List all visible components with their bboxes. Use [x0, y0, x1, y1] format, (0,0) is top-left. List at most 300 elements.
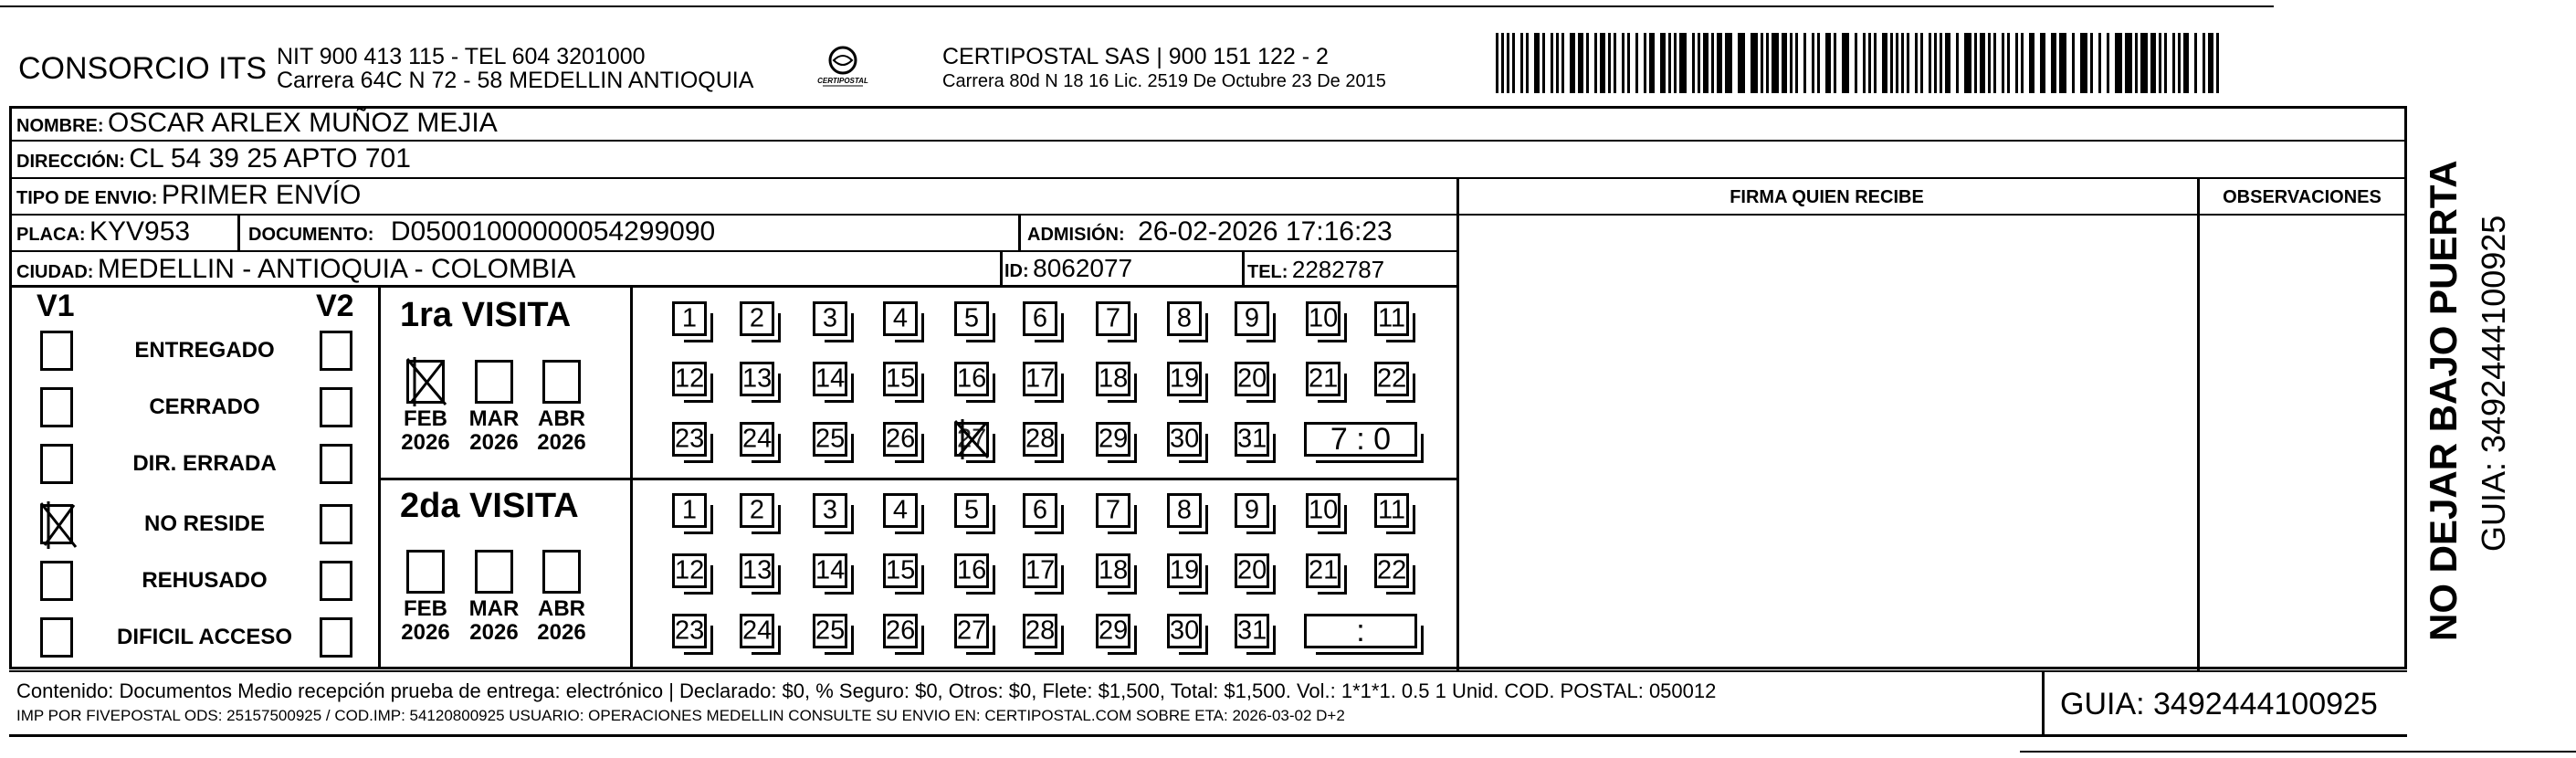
- day-number: 1: [681, 495, 698, 525]
- day-box[interactable]: [1167, 614, 1202, 648]
- company-name: CONSORCIO ITS: [18, 51, 268, 86]
- day-box[interactable]: [813, 422, 847, 457]
- status-label: DIR. ERRADA: [132, 451, 277, 476]
- day-box[interactable]: [1023, 422, 1057, 457]
- barcode-bar: [1974, 33, 1977, 93]
- day-number: 13: [742, 555, 773, 585]
- month-label: [398, 407, 453, 455]
- day-box[interactable]: [1167, 422, 1202, 457]
- day-box[interactable]: [1235, 422, 1269, 457]
- day-box[interactable]: [1235, 553, 1269, 588]
- side-guia: GUIA: 3492444100925: [2475, 215, 2512, 552]
- day-box[interactable]: [1306, 493, 1341, 528]
- barcode-bar: [1649, 33, 1655, 93]
- day-number: 3: [822, 495, 838, 525]
- day-box[interactable]: [672, 493, 707, 528]
- barcode-bar: [2125, 33, 2132, 93]
- tel-value: 2282787: [1291, 256, 1385, 283]
- barcode-bar: [1738, 33, 1745, 93]
- v1-checkbox[interactable]: [40, 617, 73, 658]
- v1-checkbox[interactable]: [40, 331, 73, 371]
- barcode-bar: [1868, 33, 1871, 93]
- day-box[interactable]: [672, 362, 707, 396]
- barcode-bar: [1882, 33, 1887, 93]
- ciudad-label: CIUDAD:: [16, 262, 94, 282]
- barcode-bar: [1842, 33, 1849, 93]
- tipo-value: PRIMER ENVÍO: [161, 180, 362, 210]
- status-label: ENTREGADO: [134, 338, 275, 363]
- day-number: 15: [886, 555, 916, 585]
- day-number: 23: [675, 424, 705, 454]
- postal-name: CERTIPOSTAL SAS | 900 151 122 - 2: [942, 44, 1329, 69]
- v2-label: V2: [316, 289, 354, 323]
- day-number: 2: [749, 303, 765, 333]
- tel-label: TEL:: [1247, 262, 1288, 282]
- barcode-bar: [1934, 33, 1937, 93]
- day-box[interactable]: [1167, 493, 1202, 528]
- day-number: 27: [957, 616, 987, 646]
- firma-label: FIRMA QUIEN RECIBE: [1730, 187, 1924, 207]
- day-box[interactable]: [740, 493, 774, 528]
- barcode-bar: [2194, 33, 2197, 93]
- barcode-bar: [1627, 33, 1630, 93]
- day-number: 9: [1244, 495, 1260, 525]
- barcode-bar: [2107, 33, 2109, 93]
- day-number: 28: [1025, 424, 1056, 454]
- day-box[interactable]: [740, 301, 774, 336]
- ciudad-value: MEDELLIN - ANTIOQUIA - COLOMBIA: [97, 254, 576, 284]
- month-checkbox[interactable]: [542, 550, 581, 594]
- v2-checkbox[interactable]: [320, 561, 352, 601]
- day-number: 6: [1032, 495, 1048, 525]
- barcode: [1496, 33, 2226, 93]
- barcode-bar: [1526, 33, 1529, 93]
- day-box[interactable]: [1235, 493, 1269, 528]
- check-x-icon: [405, 357, 449, 406]
- barcode-bar: [1556, 33, 1559, 93]
- day-box[interactable]: [883, 301, 918, 336]
- tipo-label: TIPO DE ENVIO:: [16, 188, 158, 208]
- month-name: MAR: [468, 406, 520, 431]
- admision-label: ADMISIÓN:: [1027, 225, 1125, 245]
- status-label: REHUSADO: [142, 568, 268, 593]
- row-line-5: [9, 285, 1456, 288]
- day-box[interactable]: [1374, 362, 1409, 396]
- day-box[interactable]: [740, 614, 774, 648]
- barcode-bar: [2159, 33, 2161, 93]
- day-box[interactable]: [813, 301, 847, 336]
- day-number: 24: [742, 424, 773, 454]
- barcode-bar: [1988, 33, 1991, 93]
- bottom-edge-line: [2020, 751, 2576, 753]
- month-year: 2026: [401, 620, 450, 645]
- day-number: 29: [1099, 424, 1129, 454]
- barcode-bar: [2098, 33, 2101, 93]
- barcode-bar: [1901, 33, 1904, 93]
- barcode-bar: [1542, 33, 1545, 93]
- certipostal-logo: [815, 44, 870, 95]
- day-box[interactable]: [1096, 301, 1130, 336]
- day-box[interactable]: [1096, 553, 1130, 588]
- observaciones-left-line: [2197, 177, 2200, 670]
- placa-label: PLACA:: [16, 225, 86, 245]
- second-visit-title: 2da VISITA: [400, 487, 579, 525]
- barcode-bar: [1874, 33, 1877, 93]
- placa-field: [16, 216, 190, 247]
- month-checkbox[interactable]: [406, 550, 445, 594]
- month-checkbox[interactable]: [406, 360, 445, 404]
- day-number: 3: [822, 303, 838, 333]
- day-number: 12: [675, 555, 705, 585]
- barcode-bar: [2007, 33, 2010, 93]
- day-box[interactable]: [740, 553, 774, 588]
- v2-checkbox[interactable]: [320, 444, 352, 484]
- barcode-bar: [2135, 33, 2138, 93]
- day-number: 11: [1377, 495, 1406, 525]
- day-number: 20: [1237, 363, 1267, 394]
- barcode-bar: [2164, 33, 2167, 93]
- day-number: 19: [1170, 555, 1200, 585]
- row-line-4: [9, 250, 1456, 252]
- barcode-bar: [1812, 33, 1814, 93]
- months-right-line: [630, 285, 633, 667]
- day-box[interactable]: [813, 362, 847, 396]
- day-box[interactable]: [1167, 362, 1202, 396]
- barcode-bar: [1614, 33, 1616, 93]
- day-number: 27: [957, 424, 987, 454]
- v1-checkbox[interactable]: [40, 387, 73, 427]
- barcode-bar: [1622, 33, 1624, 93]
- direccion-value: CL 54 39 25 APTO 701: [129, 143, 411, 174]
- day-number: 30: [1170, 616, 1200, 646]
- day-number: 6: [1032, 303, 1048, 333]
- barcode-bar: [1635, 33, 1638, 93]
- v1-checkbox[interactable]: [40, 561, 73, 601]
- day-box[interactable]: [954, 362, 989, 396]
- day-box[interactable]: [1096, 422, 1130, 457]
- id-divider: [1000, 250, 1003, 287]
- day-number: 10: [1309, 495, 1339, 525]
- day-number: 30: [1170, 424, 1200, 454]
- form-left-line: [9, 106, 12, 669]
- barcode-bar: [1725, 33, 1732, 93]
- barcode-bar: [1496, 33, 1498, 93]
- footer-content: Contenido: Documentos Medio recepción prueba de entrega: electrónico | Declarado: $0, % Seguro: $0, Otros: $0, Flete: $1,500, Total: $1,500. Vol.: 1*1*1. 0.5 1 Unid. COD. POSTAL: 050012: [16, 679, 1717, 702]
- day-box[interactable]: [672, 301, 707, 336]
- day-number: 24: [742, 616, 773, 646]
- day-number: 28: [1025, 616, 1056, 646]
- month-label: [467, 597, 521, 645]
- day-box[interactable]: [883, 614, 918, 648]
- barcode-bar: [2051, 33, 2056, 93]
- day-number: 16: [957, 363, 987, 394]
- day-number: 14: [815, 555, 846, 585]
- day-box[interactable]: [1235, 614, 1269, 648]
- day-box[interactable]: [672, 614, 707, 648]
- day-box[interactable]: [1306, 301, 1341, 336]
- barcode-bar: [1578, 33, 1583, 93]
- first-visit-title: 1ra VISITA: [400, 296, 572, 334]
- nombre-field: [16, 108, 498, 139]
- time-value: :: [1356, 614, 1365, 648]
- day-box[interactable]: [1374, 493, 1409, 528]
- day-number: 17: [1025, 555, 1056, 585]
- check-x-icon: [953, 419, 992, 459]
- barcode-bar: [1586, 33, 1589, 93]
- barcode-bar: [2021, 33, 2024, 93]
- company-address: Carrera 64C N 72 - 58 MEDELLIN ANTIOQUIA: [277, 68, 754, 93]
- day-number: 8: [1176, 303, 1193, 333]
- check-x-icon: [39, 501, 79, 549]
- day-number: 20: [1237, 555, 1267, 585]
- v2-checkbox[interactable]: [320, 617, 352, 658]
- barcode-bar: [1594, 33, 1597, 93]
- day-number: 17: [1025, 363, 1056, 394]
- barcode-bar: [1855, 33, 1857, 93]
- day-number: 16: [957, 555, 987, 585]
- day-box[interactable]: [1306, 362, 1341, 396]
- v2-checkbox[interactable]: [320, 504, 352, 544]
- barcode-bar: [2090, 33, 2093, 93]
- barcode-bar: [2208, 33, 2213, 93]
- barcode-bar: [1692, 33, 1695, 93]
- status-label: NO RESIDE: [143, 511, 266, 536]
- month-year: 2026: [401, 430, 450, 455]
- barcode-bar: [1915, 33, 1918, 93]
- barcode-bar: [1863, 33, 1866, 93]
- barcode-bar: [1940, 33, 1942, 93]
- month-year: 2026: [469, 620, 519, 645]
- barcode-bar: [1711, 33, 1714, 93]
- day-number: 23: [675, 616, 705, 646]
- barcode-bar: [1772, 33, 1779, 93]
- day-number: 1: [681, 303, 698, 333]
- v2-checkbox[interactable]: [320, 387, 352, 427]
- day-box[interactable]: [1167, 301, 1202, 336]
- barcode-bar: [1907, 33, 1909, 93]
- day-box[interactable]: [1374, 301, 1409, 336]
- footer-guia: GUIA: 3492444100925: [2060, 687, 2378, 721]
- day-box[interactable]: [1096, 614, 1130, 648]
- day-box[interactable]: [672, 422, 707, 457]
- barcode-bar: [2140, 33, 2148, 93]
- day-number: 10: [1309, 303, 1339, 333]
- day-box[interactable]: [1374, 553, 1409, 588]
- day-box[interactable]: [1235, 362, 1269, 396]
- barcode-bar: [1803, 33, 1806, 93]
- day-box[interactable]: [813, 493, 847, 528]
- barcode-bar: [1501, 33, 1504, 93]
- day-box[interactable]: [1167, 553, 1202, 588]
- barcode-bar: [1980, 33, 1985, 93]
- barcode-bar: [2015, 33, 2018, 93]
- day-number: 21: [1309, 363, 1339, 394]
- day-box[interactable]: [883, 493, 918, 528]
- barcode-bar: [1520, 33, 1523, 93]
- barcode-bar: [1896, 33, 1898, 93]
- day-number: 14: [815, 363, 846, 394]
- barcode-bar: [2178, 33, 2181, 93]
- barcode-bar: [2172, 33, 2175, 93]
- signature-header-line: [1456, 214, 2406, 216]
- day-box[interactable]: [1023, 362, 1057, 396]
- barcode-bar: [1674, 33, 1677, 93]
- month-name: FEB: [404, 596, 447, 621]
- barcode-bar: [1761, 33, 1763, 93]
- day-number: 31: [1237, 616, 1267, 646]
- footer-print-info: IMP POR FIVEPOSTAL ODS: 25157500925 / COD.IMP: 54120800925 USUARIO: OPERACIONES MEDELLIN CONSULTE SU ENVIO EN: CERTIPOSTAL.COM SOBRE ETA: 2026-03-02 D+2: [16, 707, 1345, 724]
- admision-divider: [1018, 214, 1021, 250]
- status-label: DIFICIL ACCESO: [116, 625, 292, 649]
- admision-value: 26-02-2026 17:16:23: [1138, 216, 1393, 247]
- day-number: 19: [1170, 363, 1200, 394]
- v1-checkbox[interactable]: [40, 504, 73, 544]
- day-box[interactable]: [1096, 493, 1130, 528]
- barcode-bar: [1507, 33, 1509, 93]
- day-box[interactable]: [883, 362, 918, 396]
- tel-divider: [1242, 250, 1245, 287]
- day-box[interactable]: [954, 301, 989, 336]
- day-number: 18: [1099, 363, 1129, 394]
- day-number: 31: [1237, 424, 1267, 454]
- ciudad-field: [16, 254, 575, 285]
- month-name: ABR: [538, 596, 585, 621]
- day-box[interactable]: [813, 553, 847, 588]
- day-number: 2: [749, 495, 765, 525]
- barcode-bar: [2080, 33, 2087, 93]
- v1-checkbox[interactable]: [40, 444, 73, 484]
- day-box[interactable]: [883, 422, 918, 457]
- day-box[interactable]: [1096, 362, 1130, 396]
- month-name: ABR: [538, 406, 585, 431]
- day-box[interactable]: [1235, 301, 1269, 336]
- day-number: 25: [815, 616, 846, 646]
- barcode-bar: [2150, 33, 2156, 93]
- day-number: 22: [1377, 555, 1407, 585]
- barcode-bar: [2059, 33, 2066, 93]
- admision-field: [1027, 216, 1393, 247]
- day-box[interactable]: [954, 493, 989, 528]
- tel-field: [1247, 256, 1384, 284]
- barcode-bar: [1534, 33, 1540, 93]
- day-number: 13: [742, 363, 773, 394]
- barcode-bar: [1679, 33, 1687, 93]
- direccion-label: DIRECCIÓN:: [16, 152, 125, 172]
- tipo-field: [16, 180, 361, 211]
- month-year: 2026: [537, 430, 586, 455]
- footer-bottom-line: [9, 734, 2407, 737]
- day-box[interactable]: [954, 614, 989, 648]
- day-box[interactable]: [672, 553, 707, 588]
- barcode-bar: [1920, 33, 1923, 93]
- barcode-bar: [1570, 33, 1575, 93]
- day-number: 11: [1377, 303, 1406, 333]
- day-box[interactable]: [813, 614, 847, 648]
- day-box[interactable]: [1023, 614, 1057, 648]
- barcode-bar: [1834, 33, 1836, 93]
- form-bottom-line: [9, 667, 2407, 669]
- month-label: [467, 407, 521, 455]
- day-number: 5: [963, 303, 980, 333]
- barcode-bar: [2216, 33, 2219, 93]
- placa-divider: [237, 214, 240, 250]
- nombre-value: OSCAR ARLEX MUÑOZ MEJIA: [108, 108, 498, 138]
- day-box[interactable]: [740, 362, 774, 396]
- barcode-bar: [1561, 33, 1564, 93]
- status-label: CERRADO: [149, 395, 260, 419]
- day-number: 12: [675, 363, 705, 394]
- day-number: 5: [963, 495, 980, 525]
- visits-divider: [378, 478, 1456, 480]
- logo-text: CERTIPOSTAL: [817, 77, 868, 85]
- id-field: [1004, 254, 1132, 283]
- barcode-bar: [1964, 33, 1971, 93]
- month-label: [398, 597, 453, 645]
- day-box[interactable]: [883, 553, 918, 588]
- side-notice: NO DEJAR BAJO PUERTA: [2422, 160, 2465, 641]
- barcode-bar: [1600, 33, 1605, 93]
- barcode-bar: [1751, 33, 1758, 93]
- day-box[interactable]: [954, 553, 989, 588]
- barcode-bar: [1698, 33, 1700, 93]
- month-checkbox[interactable]: [475, 550, 513, 594]
- v2-checkbox[interactable]: [320, 331, 352, 371]
- day-box[interactable]: [954, 422, 989, 457]
- day-number: 29: [1099, 616, 1129, 646]
- row-line-3: [9, 214, 1456, 216]
- day-number: 7: [1105, 303, 1121, 333]
- day-box[interactable]: [1306, 553, 1341, 588]
- day-number: 8: [1176, 495, 1193, 525]
- time-box[interactable]: [1304, 614, 1417, 648]
- v1-label: V1: [37, 289, 75, 323]
- day-number: 4: [892, 495, 909, 525]
- postal-address: Carrera 80d N 18 16 Lic. 2519 De Octubre 23 De 2015: [942, 71, 1386, 91]
- month-name: FEB: [404, 406, 447, 431]
- barcode-bar: [2040, 33, 2045, 93]
- month-name: MAR: [468, 596, 520, 621]
- day-number: 25: [815, 424, 846, 454]
- day-box[interactable]: [1023, 553, 1057, 588]
- id-label: ID:: [1004, 261, 1029, 281]
- month-checkbox[interactable]: [475, 360, 513, 404]
- barcode-bar: [2115, 33, 2122, 93]
- day-box[interactable]: [1023, 301, 1057, 336]
- barcode-bar: [1993, 33, 1996, 93]
- barcode-bar: [1512, 33, 1515, 93]
- documento-field: [248, 216, 715, 247]
- barcode-bar: [1795, 33, 1798, 93]
- day-box[interactable]: [740, 422, 774, 457]
- barcode-bar: [1717, 33, 1722, 93]
- id-value: 8062077: [1033, 254, 1133, 282]
- month-checkbox[interactable]: [542, 360, 581, 404]
- day-number: 7: [1105, 495, 1121, 525]
- signature-left-line: [1456, 177, 1459, 670]
- day-number: 4: [892, 303, 909, 333]
- barcode-bar: [1890, 33, 1893, 93]
- day-box[interactable]: [1023, 493, 1057, 528]
- top-border: [0, 5, 2274, 7]
- barcode-bar: [1551, 33, 1553, 93]
- observaciones-label: OBSERVACIONES: [2223, 187, 2381, 207]
- time-box[interactable]: [1304, 422, 1417, 457]
- footer-divider: [2042, 670, 2045, 734]
- day-number: 22: [1377, 363, 1407, 394]
- row-line-2: [9, 177, 2407, 179]
- barcode-bar: [2029, 33, 2035, 93]
- status-right-line: [378, 285, 381, 667]
